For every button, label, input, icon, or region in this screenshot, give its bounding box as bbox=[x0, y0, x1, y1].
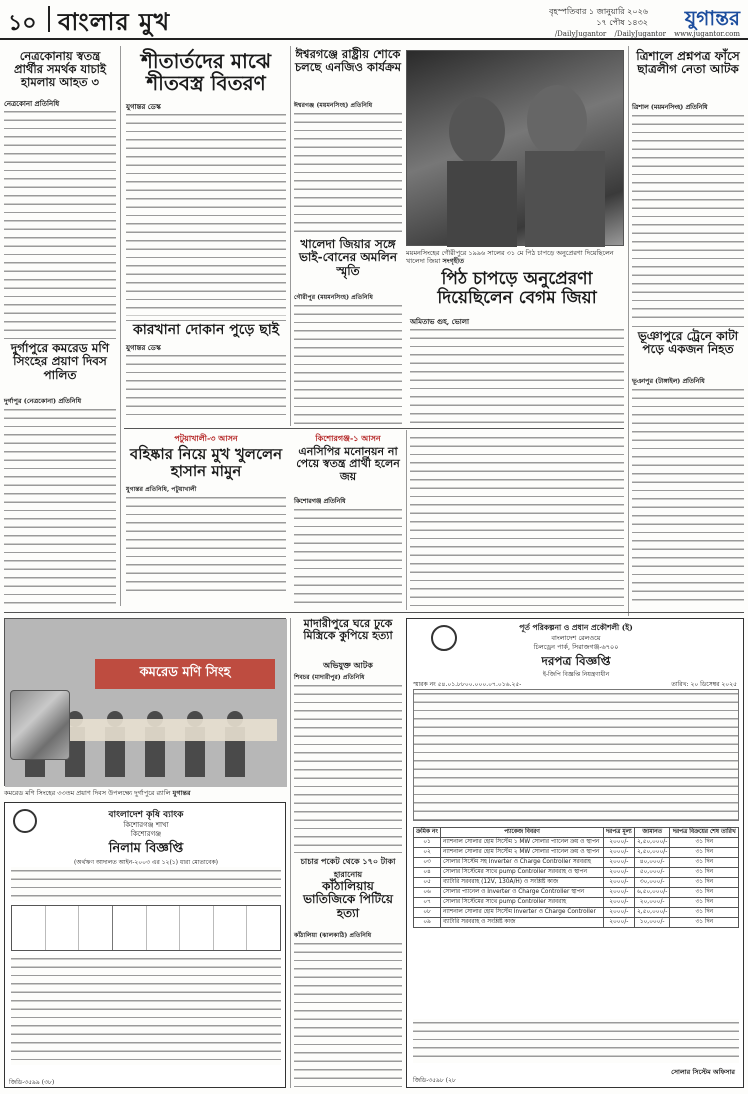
rally-banner-text: কমরেড মণি সিংহ bbox=[139, 665, 231, 680]
column-rule bbox=[120, 46, 121, 606]
khaleda-photo bbox=[406, 50, 624, 246]
netrokona-credit: নেত্রকোনা প্রতিনিধি bbox=[4, 99, 60, 108]
table-row bbox=[414, 918, 739, 928]
tender-col-header: প্যাকেজ বিবরণ bbox=[441, 828, 604, 838]
divider bbox=[4, 612, 744, 613]
photo-illustration bbox=[407, 51, 625, 247]
durgapur-headline: দুর্গাপুরে কমরেড মণি সিংহের প্রয়াণ দিবস পালিত bbox=[10, 341, 110, 382]
table-cell: ০৫ bbox=[414, 878, 441, 888]
divider bbox=[632, 326, 744, 327]
pith-body bbox=[410, 326, 624, 426]
divider bbox=[124, 428, 624, 429]
patuakhali-kicker: পটুয়াখালী-৩ আসন bbox=[174, 433, 238, 443]
table-row bbox=[414, 848, 739, 858]
table-row bbox=[414, 868, 739, 878]
table-row bbox=[414, 878, 739, 888]
table-cell: ৫০,০০০/- bbox=[634, 868, 670, 878]
table-cell: ৩১ দিন bbox=[670, 878, 739, 888]
facebook-link[interactable]: /DailyJugantor bbox=[554, 30, 607, 38]
netrokona-headline: নেত্রকোনায় স্বতন্ত্র প্রার্থীর সমর্থক যাচাই হামলায় আহত ৩ bbox=[14, 49, 106, 89]
auction-ref: জিডি-৩৫৯৯ (৩৮) bbox=[9, 1079, 55, 1086]
tender-details-table bbox=[413, 689, 739, 821]
website-link[interactable]: www.jugantor.com bbox=[674, 30, 740, 38]
madaripur-headline: মাদারীপুরে ঘরে ঢুকে মিস্ত্রিকে কুপিয়ে হত্যা bbox=[303, 617, 393, 643]
tender-col-header: ক্রমিক নং bbox=[414, 828, 441, 838]
tender-ref: স্মারক নং ৫৪.০১.৮৮০০.০০০.০৭.০১৬.২৫- bbox=[413, 681, 522, 688]
factory-credit: যুগান্তর ডেস্ক bbox=[126, 343, 161, 352]
youtube-link[interactable]: /DailyJugantor bbox=[614, 30, 666, 38]
winter-credit: যুগান্তর ডেস্ক bbox=[126, 102, 161, 111]
section-title: বাংলার মুখ bbox=[58, 7, 171, 36]
table-cell: ২০,০০০/- bbox=[634, 898, 670, 908]
table-cell: ২০০০/- bbox=[603, 878, 634, 888]
bhuapur-body bbox=[632, 386, 744, 606]
table-row bbox=[414, 908, 739, 918]
table-cell: ০১ bbox=[414, 838, 441, 848]
winter-body bbox=[126, 111, 286, 316]
pith-body-continued bbox=[410, 434, 624, 606]
kishoreganj-kicker: কিশোরগঞ্জ-১ আসন bbox=[315, 433, 381, 443]
table-row bbox=[414, 858, 739, 868]
table-cell: ২০০০/- bbox=[603, 858, 634, 868]
table-cell: ০৮ bbox=[414, 908, 441, 918]
table-cell: ২০০০/- bbox=[603, 908, 634, 918]
mourning-body bbox=[294, 110, 402, 234]
table-cell: সোলার সিস্টেম সহ Inverter ও Charge Controller সরবরাহ bbox=[441, 858, 604, 868]
column-rule bbox=[406, 430, 407, 610]
patuakhali-headline: বহিষ্কার নিয়ে মুখ খুললেন হাসান মামুন bbox=[129, 445, 283, 480]
table-cell: ৩১ দিন bbox=[670, 898, 739, 908]
table-cell: ২,৫০,০০০/- bbox=[634, 908, 670, 918]
column-rule bbox=[290, 46, 291, 426]
khaleda-photo-caption: ময়মনসিংহের গৌরীপুরে ১৯৯৬ সালের ৩১ মে পিঠ চাপড়ে অনুপ্রেরণা দিয়েছিলেন খালেদা জিয়া সংগৃহীত bbox=[406, 249, 614, 265]
table-cell: ব্যাটারি সরবরাহ (12V, 130A/H) ও সংশ্লিষ্ট কাজ bbox=[441, 878, 604, 888]
table-cell: ব্যাটারি সরবরাহ ও সংশ্লিষ্ট কাজ bbox=[441, 918, 604, 928]
netrokona-body bbox=[4, 108, 116, 334]
table-cell: ন্যাশনাল সোলার হোম সিস্টেম ২ MW সোলার প্যানেল ক্রয় ও স্থাপন bbox=[441, 848, 604, 858]
table-cell: ২০০০/- bbox=[603, 898, 634, 908]
tender-footer-ref: জিডি-৩৫৯৮ (২৮ bbox=[413, 1077, 456, 1084]
table-cell: ০৩ bbox=[414, 858, 441, 868]
memory-body bbox=[294, 302, 402, 426]
trishal-credit: ত্রিশাল (ময়মনসিংহ) প্রতিনিধি bbox=[632, 104, 708, 111]
table-cell: ২,৫০,০০০/- bbox=[634, 848, 670, 858]
table-cell: ৩০,০০০/- bbox=[634, 878, 670, 888]
madaripur-credit: শিবচর (মাদারীপুর) প্রতিনিধি bbox=[294, 674, 365, 681]
table-cell: ৩১ দিন bbox=[670, 838, 739, 848]
rally-caption: কমরেড মণি সিংহের ৩৩তম প্রয়াণ দিবস উপলক্ষ্যে দুর্গাপুরে র‌্যালি যুগান্তর bbox=[4, 789, 191, 797]
table-cell: ০৯ bbox=[414, 918, 441, 928]
table-cell: ৬,৫০,০০০/- bbox=[634, 888, 670, 898]
tender-notes bbox=[413, 1019, 739, 1063]
table-cell: সোলার প্যানেল ও Inverter ও Charge Controller স্থাপন bbox=[441, 888, 604, 898]
tender-dept: বাংলাদেশ রেলওয়ে bbox=[551, 634, 601, 642]
table-cell: ২০০০/- bbox=[603, 888, 634, 898]
divider bbox=[126, 320, 286, 321]
factory-body bbox=[126, 352, 286, 422]
tender-org: পূর্ত পরিকল্পনা ও প্রধান প্রকৌশলী (ই) bbox=[519, 623, 633, 632]
tender-ad bbox=[406, 618, 744, 1088]
mourning-headline: ঈশ্বরগঞ্জে রাষ্ট্রীয় শোকে চলছে এনজিও কার্যক্রম bbox=[294, 47, 402, 74]
mani-singh-portrait bbox=[10, 690, 70, 760]
krishi-bank-ad bbox=[4, 802, 286, 1088]
table-cell: ০২ bbox=[414, 848, 441, 858]
memory-headline: খালেদা জিয়ার সঙ্গে ভাই-বোনের অমলিন স্মৃতি bbox=[298, 237, 398, 278]
table-cell: ৩১ দিন bbox=[670, 918, 739, 928]
bank-name: বাংলাদেশ কৃষি ব্যাংক bbox=[108, 810, 184, 820]
tender-signer: সোলার সিস্টেম অফিসার bbox=[671, 1068, 735, 1076]
table-cell: ০৪ bbox=[414, 868, 441, 878]
table-cell: ৩১ দিন bbox=[670, 858, 739, 868]
pith-headline: পিঠ চাপড়ে অনুপ্রেরণা দিয়েছিলেন বেগম জিয়া bbox=[437, 269, 597, 309]
madaripur-body bbox=[294, 682, 402, 848]
tender-title: দরপত্র বিজ্ঞপ্তি bbox=[541, 654, 611, 668]
tender-subtitle: ই-জিপি বিজ্ঞপ্তি নিয়ন্ত্রণাধীন bbox=[542, 671, 610, 678]
table-cell: সোলার সিস্টেমের সাথে pump Controller সরবরাহ ও স্থাপন bbox=[441, 868, 604, 878]
table-row bbox=[414, 838, 739, 848]
table-cell: ন্যাশনাল সোলার হোম সিস্টেম Inverter ও Charge Controller bbox=[441, 908, 604, 918]
divider bbox=[294, 852, 402, 853]
auction-table bbox=[11, 905, 281, 951]
kanthalia-credit: কাঁঠালিয়া (ঝালকাঠি) প্রতিনিধি bbox=[294, 932, 372, 939]
table-cell: সোলার সিস্টেমের সাথে pump Controller সরবরাহ bbox=[441, 898, 604, 908]
table-row bbox=[414, 888, 739, 898]
auction-intro bbox=[11, 867, 281, 901]
bank-branch: কিশোরগঞ্জ শাখা bbox=[123, 821, 169, 829]
column-rule bbox=[628, 46, 629, 616]
header-divider bbox=[48, 6, 50, 32]
auction-terms bbox=[11, 955, 281, 1065]
table-cell: ১০,০০০/- bbox=[634, 918, 670, 928]
table-cell: ২০০০/- bbox=[603, 868, 634, 878]
patuakhali-credit: যুগান্তর প্রতিনিধি, পটুয়াখালী bbox=[126, 486, 197, 493]
kanthalia-body bbox=[294, 940, 402, 1088]
divider bbox=[4, 338, 116, 339]
auction-subtitle: (অর্থঋণ আদালত আইন-২০০৩ এর ১২(১) ধারা মোতাবেক) bbox=[73, 859, 219, 866]
factory-headline: কারখানা দোকান পুড়ে ছাই bbox=[132, 322, 280, 338]
table-cell: ০৬ bbox=[414, 888, 441, 898]
auction-title: নিলাম বিজ্ঞপ্তি bbox=[108, 841, 184, 856]
table-cell: ২০০০/- bbox=[603, 918, 634, 928]
madaripur-sub: অভিযুক্ত আটক bbox=[323, 660, 373, 670]
kanthalia-headline: কাঁঠালিয়ায় ভাতিজিকে পিটিয়ে হত্যা bbox=[303, 879, 393, 920]
table-cell: ৩১ দিন bbox=[670, 868, 739, 878]
table-cell: ২০০০/- bbox=[603, 838, 634, 848]
table-cell: ন্যাশনাল সোলার হোম সিস্টেম ১ MW সোলার প্যানেল ক্রয় ও স্থাপন bbox=[441, 838, 604, 848]
table-cell: ০৭ bbox=[414, 898, 441, 908]
tender-package-table bbox=[413, 827, 739, 928]
tender-office: চিলড্রেন পার্ক, সিরাজগঞ্জ-৬৭০০ bbox=[533, 643, 619, 651]
trishal-headline: ত্রিশালে প্রশ্নপত্র ফাঁসে ছাত্রলীগ নেতা আটক bbox=[636, 49, 740, 77]
bhuapur-headline: ভূঞাপুরে ট্রেনে কাটা পড়ে একজন নিহত bbox=[637, 329, 739, 357]
table-row bbox=[414, 898, 739, 908]
durgapur-credit: দুর্গাপুর (নেত্রকোনা) প্রতিনিধি bbox=[4, 397, 82, 405]
memory-credit: গৌরীপুর (ময়মনসিংহ) প্রতিনিধি bbox=[294, 294, 373, 301]
table-cell: ৩১ দিন bbox=[670, 908, 739, 918]
tender-col-header: দরপত্র মূল্য bbox=[603, 828, 634, 838]
mourning-credit: ঈশ্বরগঞ্জ (ময়মনসিংহ) প্রতিনিধি bbox=[294, 102, 373, 109]
tender-col-header: দরপত্র বিক্রয়ের শেষ তারিখ bbox=[670, 828, 739, 838]
table-cell: ৪০,০০০/- bbox=[634, 858, 670, 868]
table-cell: ২,৫০,০০০/- bbox=[634, 838, 670, 848]
durgapur-body bbox=[4, 406, 116, 604]
table-cell: ৩১ দিন bbox=[670, 888, 739, 898]
patuakhali-body bbox=[126, 494, 286, 594]
date-line: বৃহস্পতিবার ১ জানুয়ারি ২০২৬ ১৭ পৌষ ১৪৩২ bbox=[549, 7, 648, 27]
bank-region: কিশোরগঞ্জ bbox=[130, 830, 162, 838]
winter-headline: শীতার্তদের মাঝে শীতবস্ত্র বিতরণ bbox=[141, 49, 271, 96]
table-cell: ৩১ দিন bbox=[670, 848, 739, 858]
kishoreganj-body bbox=[294, 506, 402, 606]
page-number: ১০ bbox=[8, 10, 37, 36]
kanthalia-kicker: চাচার পকেট থেকে ১৭০ টাকা হারানোয় bbox=[300, 856, 396, 879]
kishoreganj-credit: কিশোরগঞ্জ প্রতিনিধি bbox=[294, 498, 346, 505]
trishal-body bbox=[632, 112, 744, 320]
table-cell: ২০০০/- bbox=[603, 848, 634, 858]
tender-col-header: জামানত bbox=[634, 828, 670, 838]
bhuapur-credit: ভূঞাপুর (টাঙ্গাইল) প্রতিনিধি bbox=[632, 378, 705, 385]
masthead-logo: যুগান্তর bbox=[684, 6, 740, 30]
kishoreganj-headline: এনসিপির মনোনয়ন না পেয়ে স্বতন্ত্র প্রার্থী হলেন জয় bbox=[296, 445, 400, 483]
column-rule bbox=[290, 618, 291, 1088]
pith-credit: অমিতাভ গুহ, ভোলা bbox=[410, 317, 469, 326]
tender-date: তারিখ: ২০ ডিসেম্বর ২০২৫ bbox=[671, 681, 737, 688]
social-links bbox=[549, 30, 740, 38]
